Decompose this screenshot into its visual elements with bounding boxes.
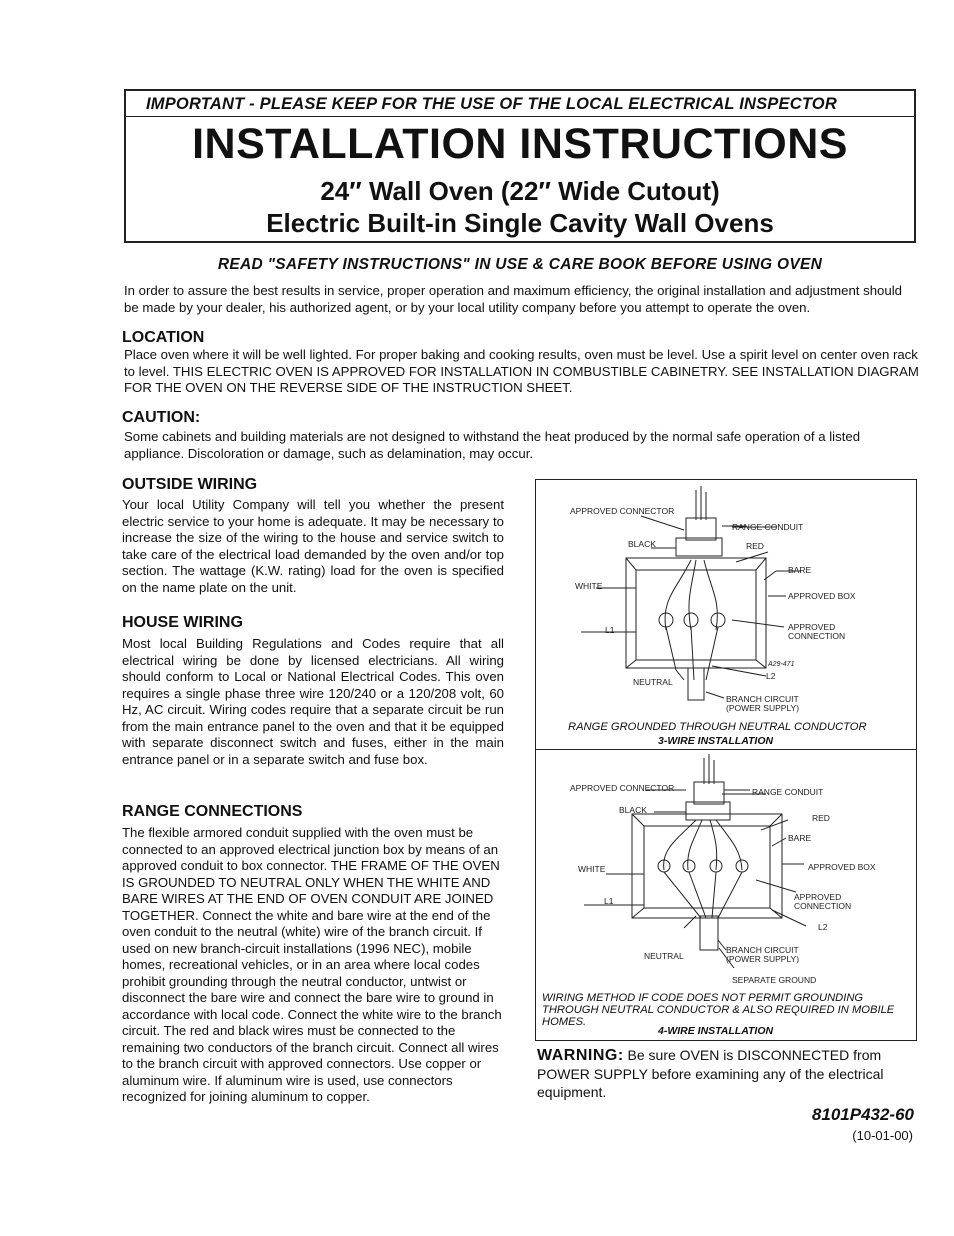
- d2-bare-label: BARE: [788, 833, 812, 843]
- house-wiring-heading: HOUSE WIRING: [122, 614, 243, 631]
- wiring-diagrams: [535, 479, 917, 1041]
- d1-approved-connector-label: APPROVED CONNECTOR: [570, 506, 675, 516]
- range-connections-body: The flexible armored conduit supplied with the oven must be connected to an approved electrical junction box by means of an approved conduit to box connector. THE FRAME OF THE OVEN IS GROUNDED TO NEUTRAL ONLY WHEN THE WHITE AND BARE WIRES AT THE END OF OVEN CONDUIT ARE JOINED TOGETHER. Connect the white and bare wire at the end of the oven conduit to the neutral (white) wire of the branch circuit. If used on new branch-circuit installations (1996 NEC), mobile homes, recreational vehicles, or in an area where local codes prohibit grounding through the neutral conductor, untwist or disconnect the bare wire and connect the bare wire to ground in accordance with local code. Connect the white wire to the branch circuit. The red and black wires must be connected to the remaining two conductors of the branch circuit. Connect all wires to the branch circuit with approved connectors. Use copper or aluminum wire. If aluminum wire is used, use connectors recognized for joining aluminum to copper.: [122, 825, 502, 1104]
- d2-white-label: WHITE: [578, 864, 606, 874]
- warning-label: WARNING:: [537, 1047, 624, 1064]
- d1-l2-label: L2: [766, 671, 776, 681]
- d2-range-conduit-label: RANGE CONDUIT: [752, 787, 824, 797]
- d2-approved-connection-label: APPROVED: [794, 892, 842, 902]
- range-connections-heading: RANGE CONNECTIONS: [122, 803, 303, 820]
- read-safety-notice: READ "SAFETY INSTRUCTIONS" IN USE & CARE BOOK BEFORE USING OVEN: [217, 256, 823, 273]
- d2-caption-line-3: HOMES.: [542, 1016, 587, 1028]
- d2-approved-connector-label: APPROVED CONNECTOR: [570, 783, 675, 793]
- d1-power-supply-label: (POWER SUPPLY): [726, 703, 800, 713]
- d2-caption-line-1: WIRING METHOD IF CODE DOES NOT PERMIT GROUNDING: [542, 992, 864, 1004]
- d2-separate-ground-label: SEPARATE GROUND: [732, 975, 817, 985]
- subtitle-size: 24″ Wall Oven (22″ Wide Cutout): [320, 176, 720, 206]
- outside-wiring-body: Your local Utility Company will tell you whether the present electric service to your home is adequate. It may be necessary to increase the size of the wiring to the house and service switch to take care of the electrical load demanded by the oven and/or top section. The wattage (K.W. rating) load for the oven is specified on the name plate on the unit.: [122, 497, 504, 595]
- d1-black-label: BLACK: [628, 539, 656, 549]
- header-box: [124, 89, 916, 243]
- warning-body: Be sure OVEN is DISCONNECTED from POWER SUPPLY before examining any of the electrical equipment.: [537, 1047, 884, 1100]
- d2-title: 4-WIRE INSTALLATION: [658, 1025, 774, 1037]
- d2-l2-label: L2: [818, 922, 828, 932]
- d2-neutral-label: NEUTRAL: [644, 951, 684, 961]
- d2-l1-label: L1: [604, 896, 614, 906]
- d1-red-label: RED: [746, 541, 764, 551]
- d1-neutral-label: NEUTRAL: [633, 677, 673, 687]
- d2-branch-circuit-label: BRANCH CIRCUIT: [726, 945, 799, 955]
- d2-approved-connection-label-2: CONNECTION: [794, 901, 852, 911]
- d1-range-conduit-label: RANGE CONDUIT: [732, 522, 804, 532]
- d1-caption: RANGE GROUNDED THROUGH NEUTRAL CONDUCTOR: [568, 721, 867, 733]
- revision-date: (10-01-00): [852, 1128, 913, 1143]
- d1-branch-circuit-label: BRANCH CIRCUIT: [726, 694, 799, 704]
- part-number: 8101P432-60: [811, 1105, 914, 1124]
- header-divider: [126, 116, 914, 117]
- location-body: Place oven where it will be well lighted. For proper baking and cooking results, oven must be level. Use a spirit level on center oven rack to level. THIS ELECTRIC OVEN IS APPROVED FOR INSTALLATION IN COMBUSTIBLE CABINETRY. SEE INSTALLATION DIAGRAM FOR THE OVEN ON THE REVERSE SIDE OF THE INSTRUCTION SHEET.: [124, 347, 919, 395]
- d2-power-supply-label: (POWER SUPPLY): [726, 954, 800, 964]
- d1-bare-label: BARE: [788, 565, 812, 575]
- outside-wiring-heading: OUTSIDE WIRING: [122, 476, 258, 493]
- subtitle-type: Electric Built-in Single Cavity Wall Ovens: [266, 208, 774, 238]
- caution-body: Some cabinets and building materials are not designed to withstand the heat produced by the normal safe operation of a listed appliance. Discoloration or damage, such as delamination, may occur.: [124, 429, 861, 461]
- d1-l1-label: L1: [605, 625, 615, 635]
- house-wiring-body: Most local Building Regulations and Codes require that all electrical wiring be done by licensed electricians. All wiring should conform to Local or National Electrical Codes. This oven requires a single phase three wire 120/240 or a 120/208 volt, 60 Hz, AC circuit. Wiring codes require that a separate circuit be run from the main entrance panel to the oven and that it be equipped with separate disconnect switch and fuses, either in the main entrance panel or in a separate switch and fuse box.: [122, 636, 504, 767]
- d1-figure-code: A29-471: [768, 661, 795, 668]
- intro-paragraph: In order to assure the best results in service, proper operation and maximum efficiency, the original installation and adjustment should be made by your dealer, his authorized agent, or by your local utility company before you attempt to operate the oven.: [124, 283, 902, 315]
- d1-approved-box-label: APPROVED BOX: [788, 591, 856, 601]
- caution-heading: CAUTION:: [122, 409, 201, 426]
- d1-approved-connection-label: APPROVED: [788, 622, 836, 632]
- d2-approved-box-label: APPROVED BOX: [808, 862, 876, 872]
- d1-white-label: WHITE: [575, 581, 603, 591]
- d2-red-label: RED: [812, 813, 830, 823]
- location-heading: LOCATION: [122, 329, 205, 346]
- d2-black-label: BLACK: [619, 805, 647, 815]
- d2-caption-line-2: THROUGH NEUTRAL CONDUCTOR & ALSO REQUIRED IN MOBILE: [542, 1004, 895, 1016]
- warning-notice: [537, 1046, 917, 1101]
- d1-title: 3-WIRE INSTALLATION: [658, 735, 774, 747]
- d1-approved-connection-label-2: CONNECTION: [788, 631, 846, 641]
- important-notice: IMPORTANT - PLEASE KEEP FOR THE USE OF THE LOCAL ELECTRICAL INSPECTOR: [146, 95, 837, 113]
- page-title: INSTALLATION INSTRUCTIONS: [192, 120, 848, 168]
